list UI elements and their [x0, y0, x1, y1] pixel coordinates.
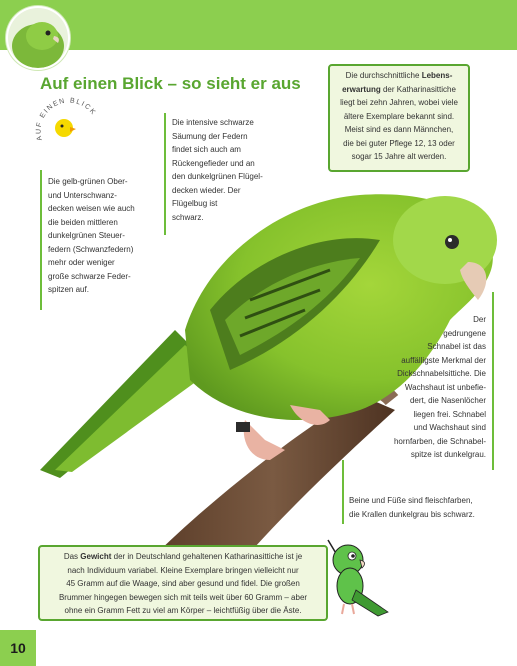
beak-note-text: Der gedrungene Schnabel ist das auffälligste Merkmal der Dickschnabelsittiche. Die Wachshaut ist unbefie- dert, die Nasenlöcher liegen frei. Schnabel und Wachshaut sind hornfarben, die Schnabel- spitze ist dunkelgrau. [393, 315, 486, 459]
stamp-text: AUF EINEN BLICK [35, 97, 98, 142]
lifespan-bold: Lebens- erwartung [342, 71, 453, 94]
weight-text-2: der in Deutschland gehaltenen Katharinasittiche ist je nach Individuum variabel. Kleine Exemplare bringen vielleicht nur 45 Gramm auf die Waage, sind aber gesund und fidel. Die großen Brummer hingegen bewegen sich mit teils weit über 60 Gramm – aber ohne ein Gramm Fett zu viel am Körper – leichtfüßig über die Äste. [58, 552, 308, 615]
page-number: 10 [0, 630, 36, 666]
legs-note-line [342, 460, 344, 524]
tail-note [48, 175, 156, 297]
lifespan-text-1: Die durchschnittliche [345, 71, 422, 80]
lifespan-text-2: der Katharinasittiche liegt bei zehn Jahren, wobei viele ältere Exemplare bekannt sind. Meist sind es dann Männchen, die bei guter Pflege 12, 13 oder sogar 15 Jahre alt werden. [340, 84, 458, 161]
cartoon-parrot-mascot [318, 530, 390, 622]
weight-box [38, 545, 328, 621]
weight-text-1: Das [63, 552, 81, 561]
feather-seam-note-text: Die intensive schwarze Säumung der Federn findet sich auch am Rückengefieder und an den dunkelgrünen Flügel- decken wieder. Der Flügelbug ist schwarz. [172, 118, 263, 222]
legs-note-text: Beine und Füße sind fleischfarben, die Krallen dunkelgrau bis schwarz. [349, 496, 475, 519]
page-title: Auf einen Blick – so sieht er aus [40, 74, 301, 93]
tail-note-text: Die gelb-grünen Ober- und Unterschwanz- decken weisen wie auch die beiden mittleren dunkelgrünen Steuer- federn (Schwanzfedern) mehr oder weniger große schwarze Feder- spitzen auf. [48, 177, 135, 294]
tail-note-line [40, 170, 42, 310]
beak-note [356, 313, 486, 462]
beak-note-line [492, 292, 494, 470]
lifespan-box [328, 64, 470, 172]
feather-seam-note-line [164, 113, 166, 235]
weight-bold: Gewicht [80, 552, 112, 561]
legs-note [349, 494, 495, 521]
feather-seam-note [172, 116, 282, 224]
